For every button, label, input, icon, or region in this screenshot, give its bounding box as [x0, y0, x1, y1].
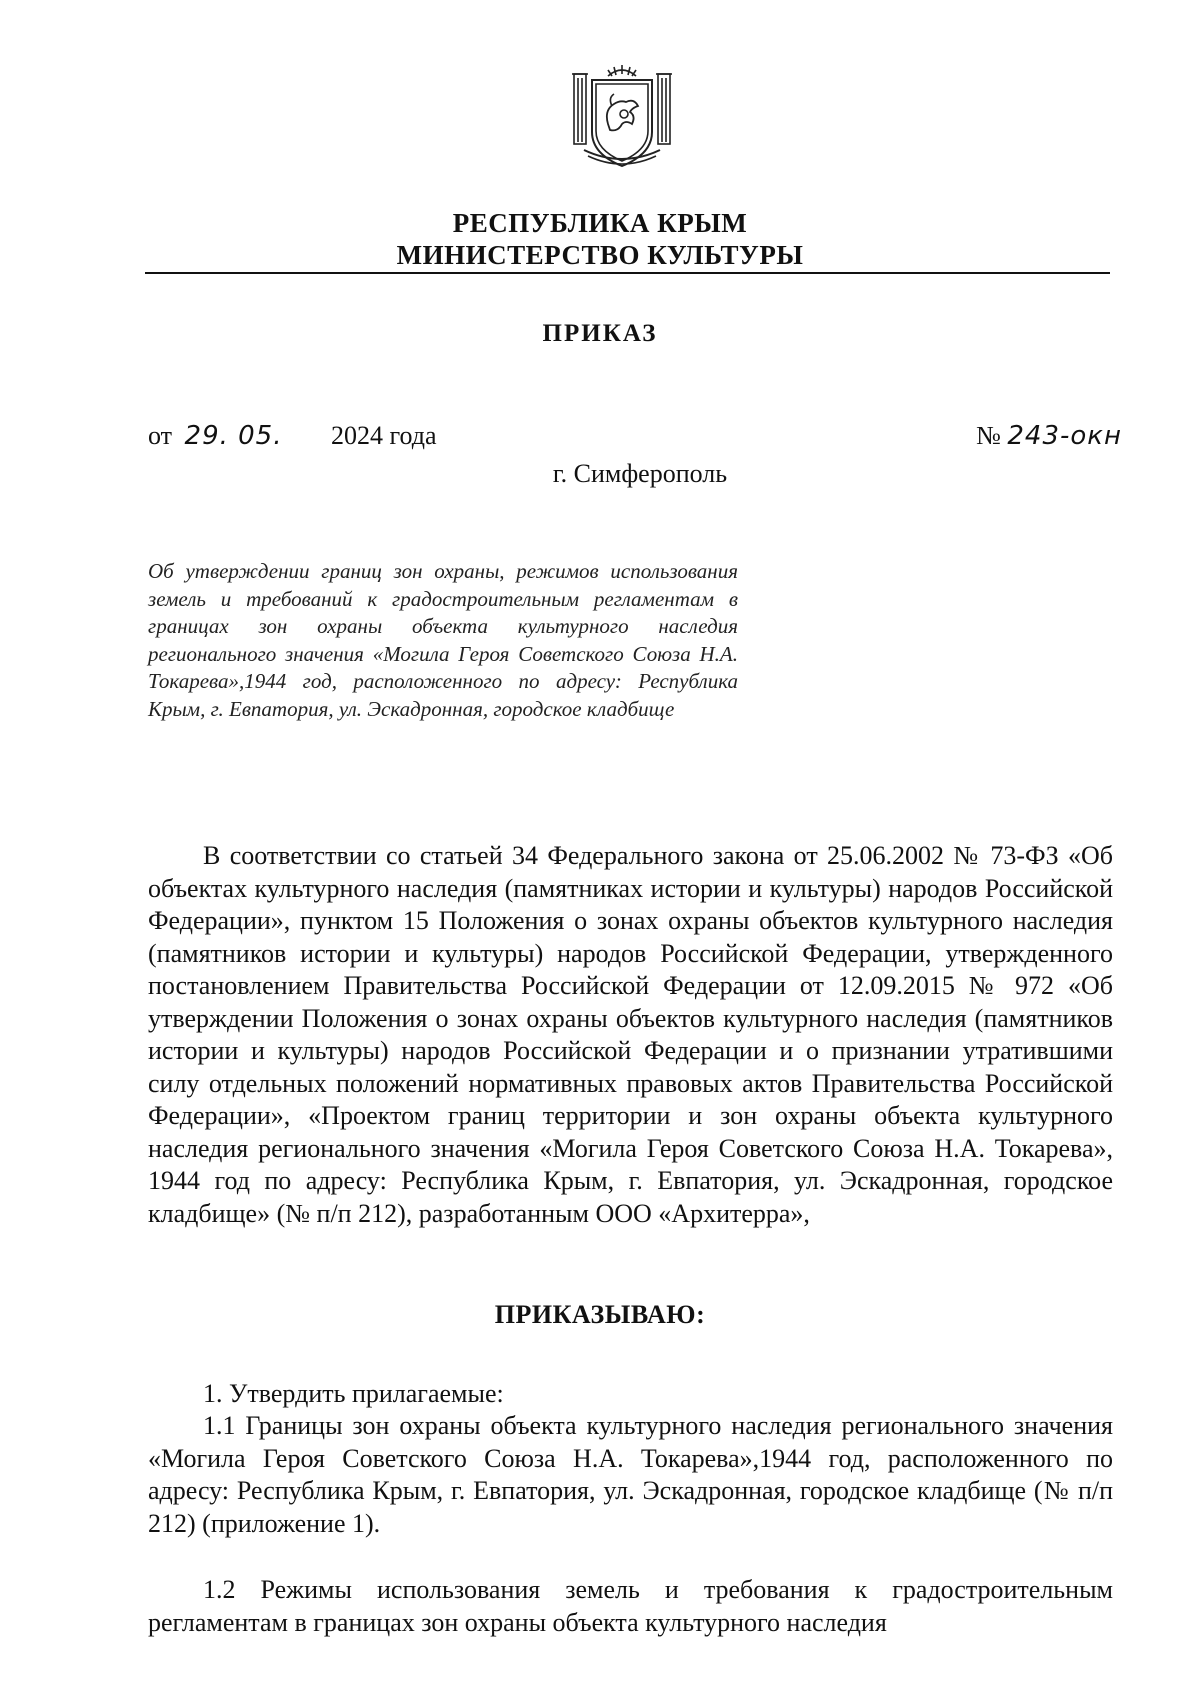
order-item-1-1: 1.1 Границы зон охраны объекта культурного наследия регионального значения «Могила Героя Советского Союза Н.А. Токарева»,1944 год, расположенного по адресу: Республика Крым, г. Евпатория, ул. Эскадронная, городское кладбище (№ п/п 212) (приложение 1). [148, 1411, 1113, 1538]
handwritten-date: 29. 05. [184, 421, 283, 451]
header-republic: РЕСПУБЛИКА КРЫМ [452, 208, 748, 238]
number-prefix: № [976, 421, 1001, 450]
header-ministry: МИНИСТЕРСТВО КУЛЬТУРЫ [396, 240, 804, 270]
document-subject: Об утверждении границ зон охраны, режимов использования земель и требований к градостроительным регламентам в границах зон охраны объекта культурного наследия регионального значения «Могила Героя Советского Союза Н.А. Токарева»,1944 год, расположенного по адресу: Республика Крым, г. Евпатория, ул. Эскадронная, городское кладбище [148, 559, 738, 721]
coat-of-arms-icon [568, 62, 676, 174]
preamble-paragraph: В соответствии со статьей 34 Федерального закона от 25.06.2002 № 73-ФЗ «Об объектах культурного наследия (памятниках истории и культуры) народов Российской Федерации», пунктом 15 Положения о зонах охраны объектов культурного наследия (памятников истории и культуры) народов Российской Федерации, утвержденного постановлением Правительства Российской Федерации от 12.09.2015 № 972 «Об утверждении Положения о зонах охраны объектов культурного наследия (памятников истории и культуры) народов Российской Федерации и о признании утратившими силу отдельных положений нормативных правовых актов Правительства Российской Федерации», «Проектом границ территории и зон охраны объекта культурного наследия регионального значения «Могила Героя Советского Союза Н.А. Токарева», 1944 год по адресу: Республика Крым, г. Евпатория, ул. Эскадронная, городское кладбище» (№ п/п 212), разработанным ООО «Архитерра», [148, 841, 1113, 1228]
document-city: г. Симферополь [552, 459, 728, 488]
order-item-1-2: 1.2 Режимы использования земель и требования к градостроительным регламентам в границах зон охраны объекта культурного наследия [148, 1575, 1113, 1637]
document-type-title: ПРИКАЗ [542, 320, 658, 347]
document-number [976, 421, 1122, 451]
handwritten-number: 243-окн [1007, 421, 1122, 451]
header-divider [145, 272, 1110, 274]
date-year: 2024 года [331, 421, 437, 450]
order-heading: ПРИКАЗЫВАЮ: [494, 1300, 706, 1329]
date-prefix: от [148, 421, 173, 450]
document-date [148, 421, 437, 451]
order-item-1: 1. Утвердить прилагаемые: [203, 1379, 504, 1408]
